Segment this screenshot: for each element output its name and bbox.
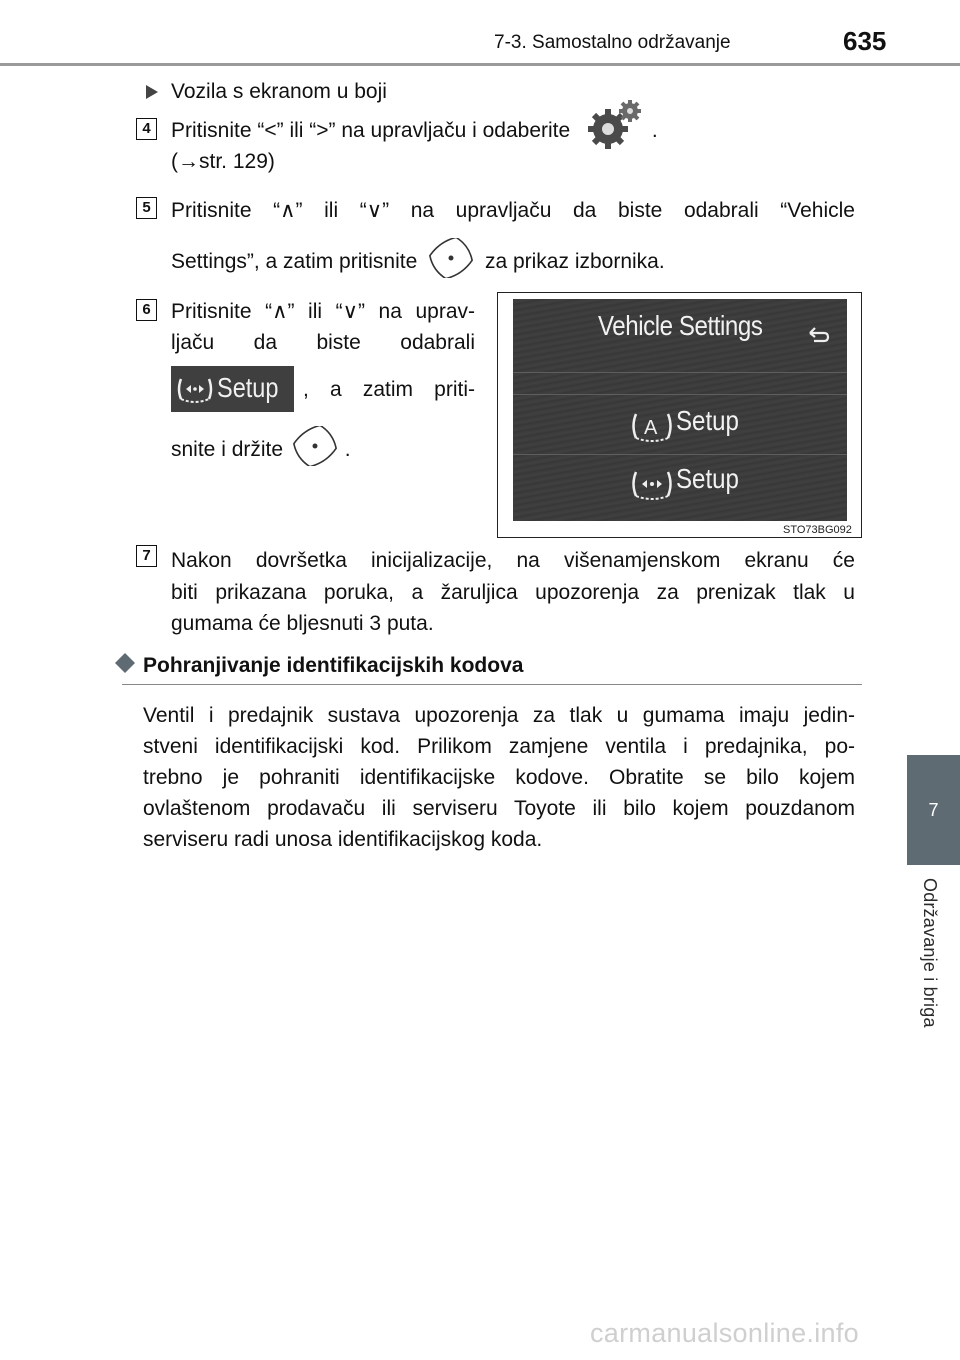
screen-divider (513, 394, 847, 395)
screen-title: Vehicle Settings (598, 310, 763, 341)
gear-icon (586, 99, 646, 158)
step-4-text (171, 115, 861, 146)
step-number-6: 6 (136, 299, 157, 321)
section-body-line3: trebno je pohraniti identifikacijske kodove. Obratite se bilo kojem (143, 766, 855, 789)
section-body-line5: serviseru radi unosa identifikacijskog koda. (143, 828, 543, 851)
step-5-line2 (171, 238, 855, 287)
step-6-line3: , a zatim priti- (303, 378, 475, 401)
step-number-5: 5 (136, 197, 157, 219)
diamond-bullet-icon (114, 652, 136, 679)
step-7-line2: biti prikazana poruka, a žaruljica upozorenja za prenizak tlak u (171, 581, 855, 604)
section-title: 7-3. Samostalno održavanje (494, 32, 731, 53)
svg-text:A: A (644, 417, 658, 439)
step-7-line3: gumama će bljesnuti 3 puta. (171, 612, 434, 635)
step-5-line1: Pritisnite “∧” ili “∨” na upravljaču da biste odabrali “Vehicle (171, 199, 855, 222)
step-number-4: 4 (136, 118, 157, 140)
step-6-line1: Pritisnite “∧” ili “∨” na uprav- (171, 300, 475, 323)
screen-item-setup: Setup (676, 463, 739, 494)
enter-button-icon (429, 238, 473, 287)
chapter-tab-number: 7 (928, 800, 939, 820)
enter-button-icon (293, 426, 337, 475)
step-4-text-b: . (651, 119, 658, 142)
back-arrow-icon (806, 325, 832, 350)
step-5-line2a: Settings”, a zatim pritisnite (171, 250, 418, 274)
screen-divider (513, 372, 847, 373)
page-number: 635 (843, 26, 887, 56)
auto-tire-icon (630, 408, 674, 449)
intro-text: Vozila s ekranom u boji (171, 80, 387, 103)
watermark: carmanualsonline.info (590, 1318, 859, 1348)
section-body-line1: Ventil i predajnik sustava upozorenja za tlak u gumama imaju jedin- (143, 704, 855, 727)
tire-pressure-icon (175, 375, 215, 405)
tire-pressure-icon (630, 466, 674, 507)
tire-setup-badge (171, 366, 294, 412)
badge-setup-label: Setup (217, 372, 279, 403)
screen-item-auto-setup: Setup (676, 405, 739, 436)
step-7-line1: Nakon dovršetka inicijalizacije, na višenamjenskom ekranu će (171, 549, 855, 572)
screen-divider (513, 454, 847, 455)
section-heading: Pohranjivanje identifikacijskih kodova (143, 654, 524, 677)
header-rule (0, 63, 960, 66)
step-6-line4 (171, 426, 351, 475)
figure-code: STO73BG092 (783, 524, 852, 536)
step-6-line4b: . (344, 438, 351, 462)
triangle-bullet-icon (145, 84, 159, 105)
step-number-7: 7 (136, 545, 157, 567)
step-6-line4a: snite i držite (171, 438, 284, 462)
step-5-line2b: za prikaz izbornika. (484, 250, 665, 274)
section-body-line4: ovlaštenom prodavaču ili serviseru Toyote ili bilo kojem pouzdanom (143, 797, 855, 820)
step-4-reference: (→str. 129) (171, 150, 275, 173)
chapter-tab-label: Održavanje i briga (920, 878, 940, 1028)
section-body-line2: stveni identifikacijski kod. Prilikom zamjene ventila i predajnika, po- (143, 735, 855, 758)
step-4-text-a: Pritisnite “<” ili “>” na upravljaču i odaberite (171, 119, 571, 142)
section-rule (122, 684, 862, 685)
step-6-line2: ljaču da biste odabrali (171, 331, 475, 354)
